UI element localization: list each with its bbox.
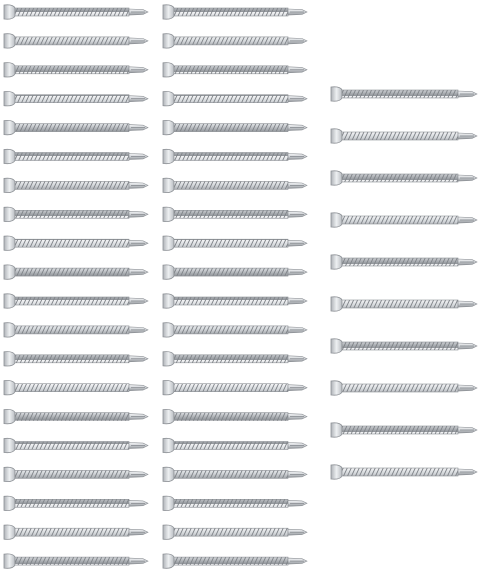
screw <box>163 5 307 19</box>
screw <box>4 496 148 510</box>
screw-layer <box>4 5 477 569</box>
screw <box>4 381 148 395</box>
screw <box>4 265 148 279</box>
screw <box>4 438 148 452</box>
screw <box>4 92 148 106</box>
screw <box>331 255 477 269</box>
screw <box>4 323 148 337</box>
screw <box>163 467 307 481</box>
screw <box>331 297 477 311</box>
screw <box>163 294 307 308</box>
screw <box>4 467 148 481</box>
screw <box>163 63 307 77</box>
screw <box>163 323 307 337</box>
screw <box>331 87 477 101</box>
screw <box>4 5 148 19</box>
screw <box>163 525 307 539</box>
screw <box>163 265 307 279</box>
screw <box>4 34 148 48</box>
screw <box>163 149 307 163</box>
screw <box>331 171 477 185</box>
screw <box>163 236 307 250</box>
screw <box>163 554 307 568</box>
screw <box>4 294 148 308</box>
screw <box>163 207 307 221</box>
screw <box>163 92 307 106</box>
screw <box>4 178 148 192</box>
screw <box>331 339 477 353</box>
screw <box>331 213 477 227</box>
screw <box>163 438 307 452</box>
screw <box>163 178 307 192</box>
screw <box>4 236 148 250</box>
screw <box>163 409 307 423</box>
screw <box>4 525 148 539</box>
screw <box>163 496 307 510</box>
screw <box>331 381 477 395</box>
screw <box>4 120 148 134</box>
screw <box>4 409 148 423</box>
screw <box>163 352 307 366</box>
screw <box>163 34 307 48</box>
screw <box>163 381 307 395</box>
screw <box>331 465 477 479</box>
screw <box>4 554 148 568</box>
screw <box>4 149 148 163</box>
screw <box>331 129 477 143</box>
screw <box>4 63 148 77</box>
screw <box>4 352 148 366</box>
screw <box>163 120 307 134</box>
screw <box>4 207 148 221</box>
screw <box>331 423 477 437</box>
